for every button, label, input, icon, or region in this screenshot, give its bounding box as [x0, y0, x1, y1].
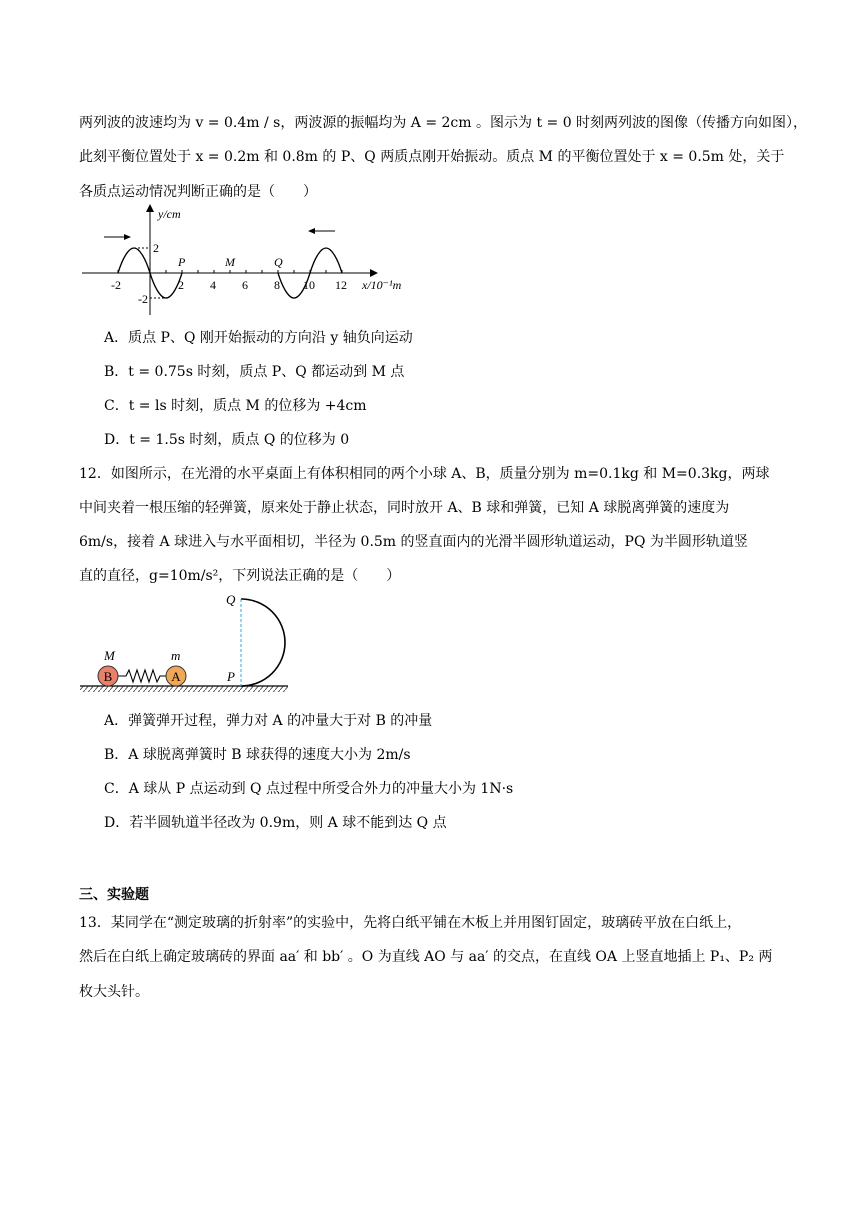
x-tick-4: 4	[210, 278, 216, 292]
q13-line-2: 然后在白纸上确定玻璃砖的界面 aa′ 和 bb′ 。O 为直线 AO 与 aa′ 的交点，在直线 OA 上竖直地插上 P₁、P₂ 两	[79, 949, 773, 965]
q11-option-d: D．t = 1.5s 时刻，质点 Q 的位移为 0	[104, 432, 350, 448]
q11-option-c: C．t = ls 时刻，质点 M 的位移为 +4cm	[104, 398, 367, 414]
label-M-mass: M	[104, 648, 115, 663]
q13-line-1: 13．某同学在“测定玻璃的折射率”的实验中，先将白纸平铺在木板上并用图钉固定，玻璃砖平放在白纸上，	[79, 915, 742, 931]
label-M: M	[225, 255, 235, 269]
q11-line-1: 两列波的波速均为 v = 0.4m / s，两波源的振幅均为 A = 2cm 。图示为 t = 0 时刻两列波的图像（传播方向如图），	[79, 115, 808, 131]
label-Q: Q	[274, 255, 283, 269]
x-tick-6: 6	[242, 278, 248, 292]
label-P-bottom: P	[227, 669, 235, 684]
x-tick-neg2: -2	[111, 278, 121, 292]
q11-option-a: A．质点 P、Q 刚开始振动的方向沿 y 轴负向运动	[104, 330, 413, 346]
y-tick-2: 2	[153, 241, 159, 255]
x-tick-8: 8	[274, 278, 280, 292]
q12-option-b: B．A 球脱离弹簧时 B 球获得的速度大小为 2m/s	[104, 747, 411, 763]
ball-b-label: B	[103, 669, 113, 684]
label-P: P	[178, 255, 186, 269]
q12-line-2: 中间夹着一根压缩的轻弹簧，原来处于静止状态，同时放开 A、B 球和弹簧，已知 A 球脱离弹簧的速度为	[79, 500, 730, 516]
q12-option-d: D．若半圆轨道半径改为 0.9m，则 A 球不能到达 Q 点	[104, 815, 447, 831]
q12-line-1: 12．如图所示，在光滑的水平桌面上有体积相同的两个小球 A、B，质量分别为 m=0.1kg 和 M=0.3kg，两球	[79, 466, 770, 482]
q12-option-a: A．弹簧弹开过程，弹力对 A 的冲量大于对 B 的冲量	[104, 713, 433, 729]
x-tick-2: 2	[178, 278, 184, 292]
q12-line-4: 直的直径，g=10m/s²，下列说法正确的是（ ）	[79, 568, 401, 584]
q12-line-3: 6m/s，接着 A 球进入与水平面相切，半径为 0.5m 的竖直面内的光滑半圆形轨道运动，PQ 为半圆形轨道竖	[79, 534, 748, 550]
x-axis-label: x/10⁻¹m	[362, 278, 402, 292]
q13-line-3: 枚大头针。	[79, 984, 149, 1000]
ball-a-label: A	[171, 669, 181, 684]
x-tick-12: 12	[335, 278, 347, 292]
x-tick-10: 10	[303, 278, 315, 292]
y-tick-neg2: -2	[138, 292, 148, 306]
label-Q-top: Q	[226, 592, 236, 607]
y-axis-label: y/cm	[158, 207, 181, 221]
section-title: 三、实验题	[79, 887, 149, 903]
q11-line-2: 此刻平衡位置处于 x = 0.2m 和 0.8m 的 P、Q 两质点刚开始振动。质点 M 的平衡位置处于 x = 0.5m 处，关于	[79, 149, 785, 165]
label-m-mass: m	[171, 648, 181, 663]
q11-line-3: 各质点运动情况判断正确的是（ ）	[79, 184, 317, 200]
q12-option-c: C．A 球从 P 点运动到 Q 点过程中所受合外力的冲量大小为 1N·s	[104, 781, 514, 797]
q11-option-b: B．t = 0.75s 时刻，质点 P、Q 都运动到 M 点	[104, 364, 405, 380]
